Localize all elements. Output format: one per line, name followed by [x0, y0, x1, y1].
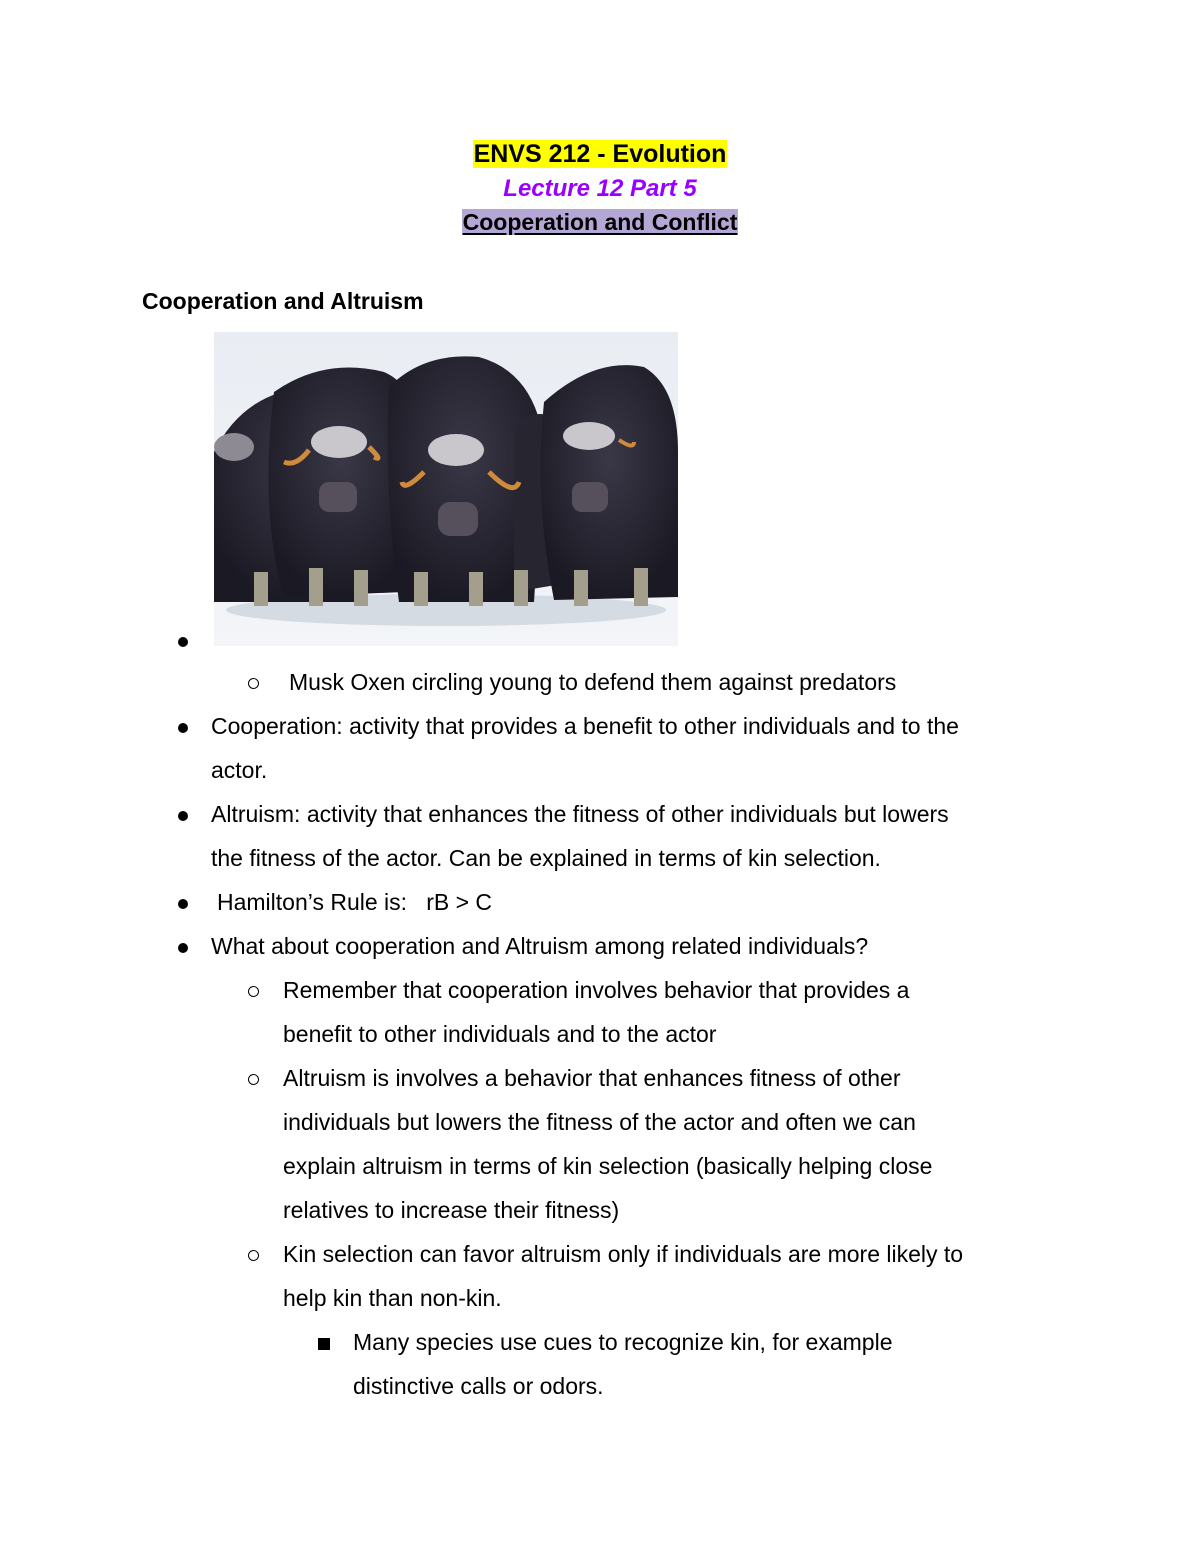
hamilton-rule: Hamilton’s Rule is: rB > C	[217, 889, 493, 915]
bullet-hamilton	[178, 880, 188, 924]
cues-line-2: distinctive calls or odors.	[353, 1373, 604, 1399]
bullet-altruism	[178, 792, 188, 836]
cues-line-1: Many species use cues to recognize kin, for example	[353, 1329, 893, 1355]
remember-line-2: benefit to other individuals and to the actor	[283, 1021, 717, 1047]
altruism-sub-line-4: relatives to increase their fitness)	[283, 1197, 620, 1223]
question-text: What about cooperation and Altruism among related individuals?	[211, 933, 869, 959]
musk-oxen-photo	[214, 332, 678, 646]
lecture-subtitle: Lecture 12 Part 5	[503, 175, 697, 202]
altruism-sub-line-3: explain altruism in terms of kin selection (basically helping close	[283, 1153, 933, 1179]
remember-line-1: Remember that cooperation involves behavior that provides a	[283, 977, 910, 1003]
cooperation-line-1: Cooperation: activity that provides a benefit to other individuals and to the	[211, 713, 959, 739]
bullet-cues	[318, 1320, 330, 1364]
cooperation-line-2: actor.	[211, 757, 268, 783]
bullet-kin	[248, 1232, 259, 1276]
bullet-caption	[248, 660, 259, 704]
topic-title: Cooperation and Conflict	[462, 209, 738, 235]
bullet-remember	[248, 968, 259, 1012]
altruism-sub-line-2: individuals but lowers the fitness of the actor and often we can	[283, 1109, 916, 1135]
bullet-image	[178, 618, 188, 662]
bullet-cooperation	[178, 704, 188, 748]
bullet-question	[178, 924, 188, 968]
bullet-altruism-sub	[248, 1056, 259, 1100]
section-heading: Cooperation and Altruism	[142, 288, 424, 314]
altruism-line-1: Altruism: activity that enhances the fitness of other individuals but lowers	[211, 801, 949, 827]
altruism-sub-line-1: Altruism is involves a behavior that enhances fitness of other	[283, 1065, 901, 1091]
kin-line-1: Kin selection can favor altruism only if individuals are more likely to	[283, 1241, 964, 1267]
kin-line-2: help kin than non-kin.	[283, 1285, 502, 1311]
altruism-line-2: the fitness of the actor. Can be explained in terms of kin selection.	[211, 845, 881, 871]
course-title: ENVS 212 - Evolution	[473, 140, 727, 168]
caption-text: Musk Oxen circling young to defend them against predators	[289, 669, 897, 695]
